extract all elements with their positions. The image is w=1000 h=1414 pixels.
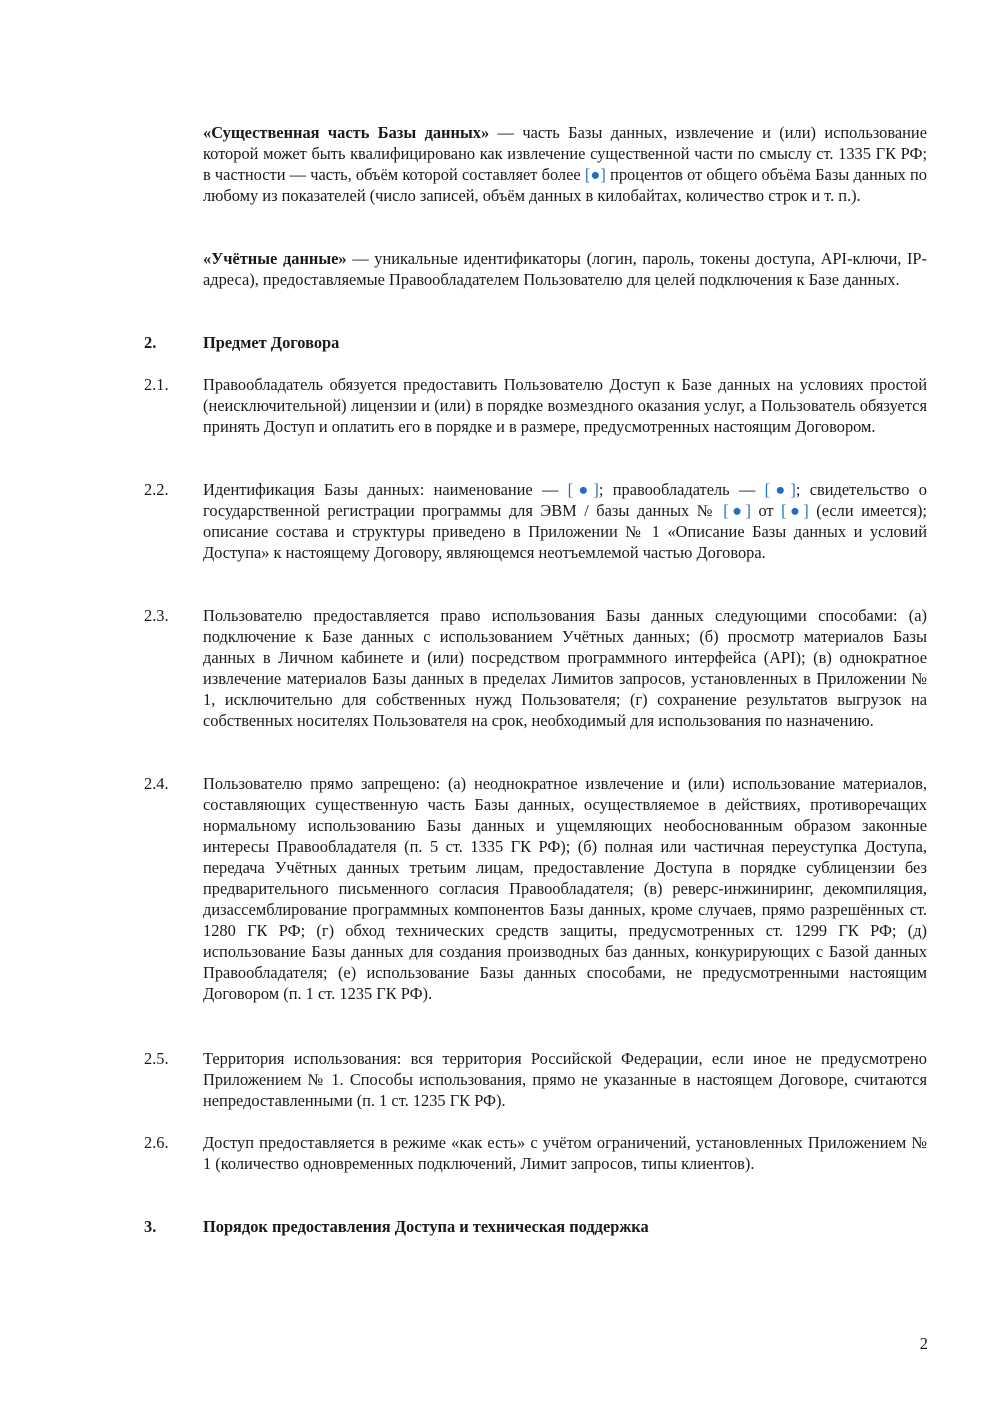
definition-credentials — [203, 248, 927, 290]
clause-number: 2.2. — [144, 480, 169, 499]
clause-number: 2.3. — [144, 606, 169, 625]
clause-text-part: от — [750, 501, 782, 520]
page-number: 2 — [919, 1334, 928, 1353]
definition-text: — уникальные идентификаторы (логин, пароль, токены доступа, API-ключи, IP-адреса), предоставляемые Правообладателем Пользователю для целей подключения к Базе данных. — [203, 249, 927, 289]
clause-number: 2.4. — [144, 774, 169, 793]
definition-text: — часть Базы данных, извлечение и (или) использование которой может быть квалифицировано как извлечение существенной части по смыслу ст. 1335 ГК РФ; в частности — часть, объём которой составляет более — [203, 123, 927, 184]
section-title: Предмет Договора — [203, 333, 340, 352]
definition-term: «Существенная часть Базы данных» — [203, 123, 490, 142]
clause-number: 2.1. — [144, 375, 169, 394]
clause-number: 2.5. — [144, 1049, 169, 1068]
placeholder-marker: [●] — [723, 501, 751, 520]
placeholder-marker: [●] — [567, 480, 599, 499]
clause-text-part: ; свидетельство о государственной регистрации программы для ЭВМ / базы данных № — [203, 480, 927, 520]
clause-text: Доступ предоставляется в режиме «как есть» с учётом ограничений, установленных Приложением № 1 (количество одновременных подключений, Лимит запросов, типы клиентов). — [203, 1133, 927, 1173]
section-title: Порядок предоставления Доступа и техническая поддержка — [203, 1217, 649, 1236]
clause-text: Пользователю предоставляется право использования Базы данных следующими способами: (а) подключение к Базе данных с использованием Учётных данных; (б) просмотр материалов Базы данных в Личном кабинете и (или) посредством программного интерфейса (API); (в) однократное извлечение материалов Базы данных в пределах Лимитов запросов, установленных в Приложении № 1, исключительно для собственных нужд Пользователя; (г) сохранение результатов выгрузок на собственных носителях Пользователя на срок, необходимый для использования по назначению. — [203, 606, 927, 730]
clause-text: Правообладатель обязуется предоставить Пользователю Доступ к Базе данных на условиях простой (неисключительной) лицензии и (или) в порядке возмездного оказания услуг, а Пользователь обязуется принять Доступ и оплатить его в порядке и в размере, предусмотренных настоящим Договором. — [203, 375, 927, 436]
clause-text: Территория использования: вся территория Российской Федерации, если иное не предусмотрено Приложением № 1. Способы использования, прямо не указанные в настоящем Договоре, считаются непредоставленными (п. 1 ст. 1235 ГК РФ). — [203, 1049, 927, 1110]
clause-text-part: Идентификация Базы данных: наименование — — [203, 480, 568, 499]
section-number: 2. — [144, 333, 157, 352]
clause-text-part: ; правообладатель — — [598, 480, 765, 499]
placeholder-marker: [●] — [584, 165, 606, 184]
definition-term: «Учётные данные» — [203, 249, 347, 268]
clause-text: Пользователю прямо запрещено: (а) неоднократное извлечение и (или) использование материалов, составляющих существенную часть Базы данных, осуществляемое в действиях, противоречащих нормальному использованию Базы данных и ущемляющих необоснованным образом законные интересы Правообладателя (п. 5 ст. 1335 ГК РФ); (б) полная или частичная переуступка Доступа, передача Учётных данных третьим лицам, предоставление Доступа в порядке сублицензии без предварительного письменного согласия Правообладателя; (в) реверс-инжиниринг, декомпиляция, дизассемблирование программных компонентов Базы данных, кроме случаев, прямо разрешённых ст. 1280 ГК РФ; (г) обход технических средств защиты, предусмотренных ст. 1299 ГК РФ; (д) использование Базы данных для создания производных баз данных, конкурирующих с Базой данных Правообладателя; (е) использование Базы данных способами, не предусмотренными настоящим Договором (п. 1 ст. 1235 ГК РФ). — [203, 774, 927, 1003]
clause-text-part: (если имеется); описание состава и структуры приведено в Приложении № 1 «Описание Базы данных и условий Доступа» к настоящему Договору, являющемся неотъемлемой частью Договора. — [203, 501, 927, 562]
section-number: 3. — [144, 1217, 157, 1236]
clause-text — [203, 479, 927, 563]
placeholder-marker: [●] — [781, 501, 809, 520]
clause-number: 2.6. — [144, 1133, 169, 1152]
definition-text: процентов от общего объёма Базы данных по любому из показателей (число записей, объём данных в килобайтах, количество строк и т. п.). — [203, 165, 928, 205]
definition-substantial-part — [203, 122, 927, 206]
placeholder-marker: [●] — [764, 480, 796, 499]
